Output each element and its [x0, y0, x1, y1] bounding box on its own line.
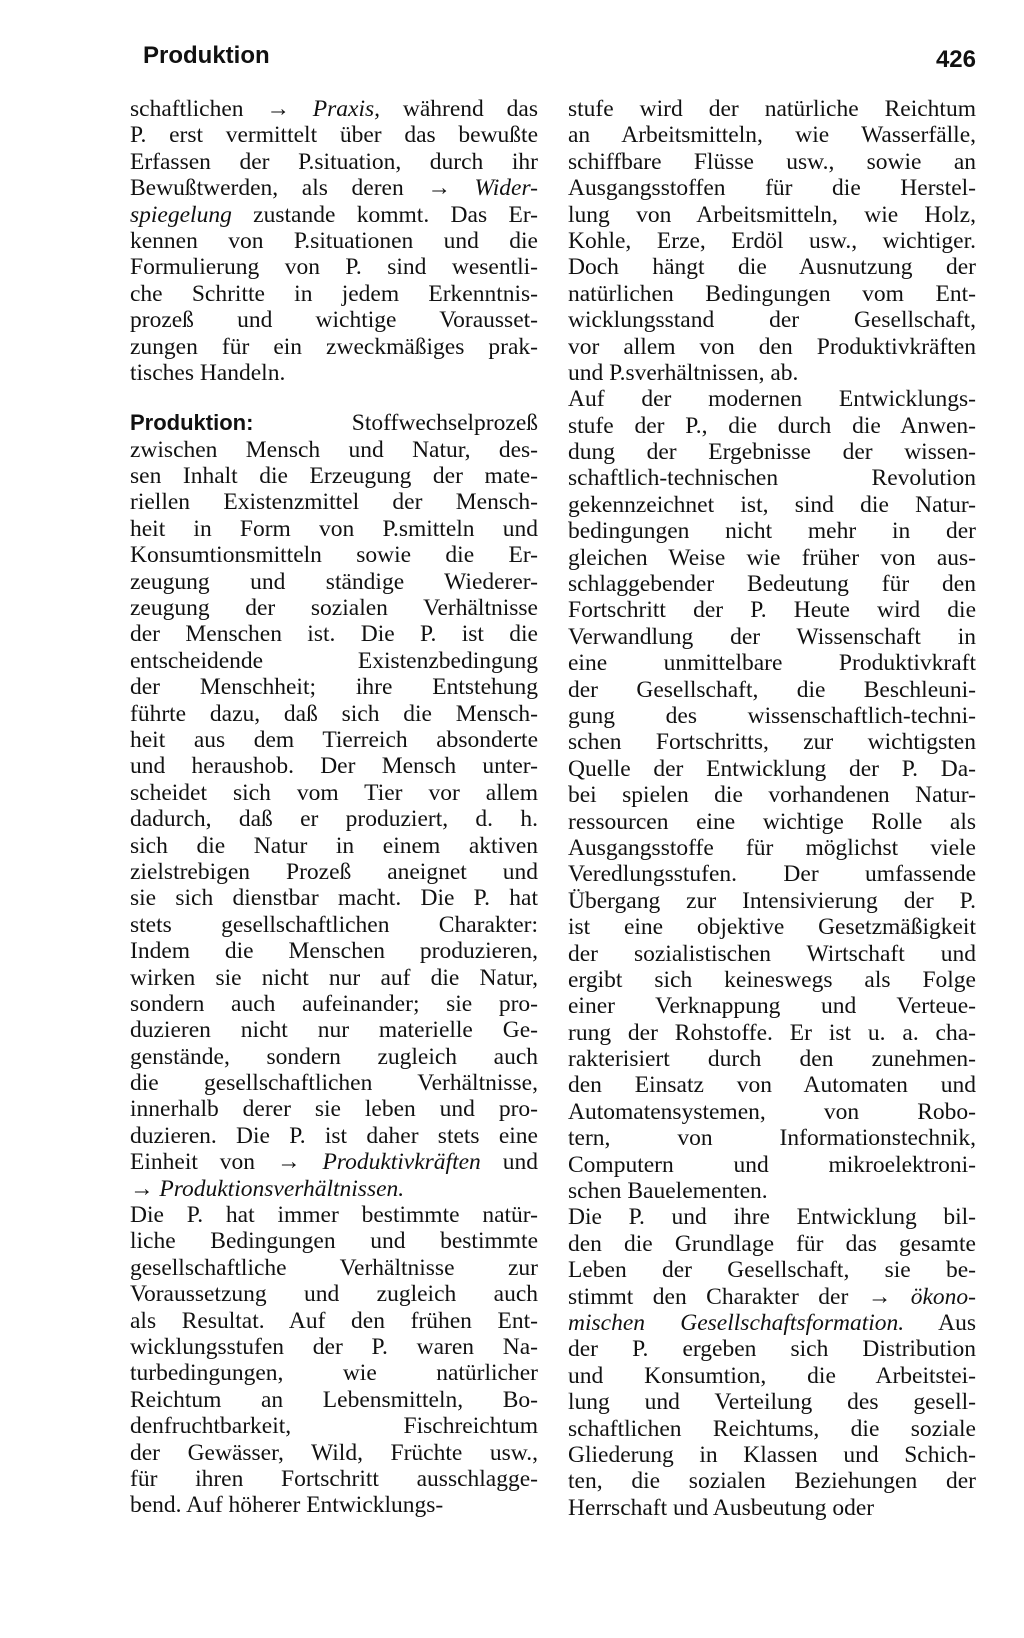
- text-line: natürlichen Bedingungen vom Ent-: [568, 280, 976, 307]
- text-line: duzieren. Die P. ist daher stets eine: [130, 1122, 538, 1149]
- text-line: P. erst vermittelt über das bewußte: [130, 122, 538, 149]
- text-line: tern, von Informationstechnik,: [568, 1125, 976, 1152]
- text-line: entscheidende Existenzbedingung: [130, 647, 538, 674]
- text-line: sich die Natur in einem aktiven: [130, 832, 538, 859]
- entry-first-line: [130, 410, 538, 436]
- text-line: zeugung und ständige Wiederer-: [130, 568, 538, 595]
- text-line: Einheit von → Produktivkräften und: [130, 1149, 538, 1176]
- text-line: denfruchtbarkeit, Fischreichtum: [130, 1413, 538, 1440]
- text-line: gung des wissenschaftlich-techni-: [568, 702, 976, 729]
- text-line: Quelle der Entwicklung der P. Da-: [568, 755, 976, 782]
- text-line: die gesellschaftlichen Verhältnisse,: [130, 1070, 538, 1097]
- text-line: der Menschen ist. Die P. ist die: [130, 621, 538, 648]
- text-line: tisches Handeln.: [130, 359, 286, 386]
- text-line: Doch hängt die Ausnutzung der: [568, 254, 976, 281]
- text-line: schen Bauelementen.: [568, 1178, 768, 1205]
- cross-reference: Wider-: [474, 175, 538, 202]
- text-line: den die Grundlage für das gesamte: [568, 1230, 976, 1257]
- text-line: den Einsatz von Automaten und: [568, 1072, 976, 1099]
- text-line: schen Fortschritts, zur wichtigsten: [568, 729, 976, 756]
- text-line: wicklungsstand der Gesellschaft,: [568, 307, 976, 334]
- text-line: sondern auch aufeinander; sie pro-: [130, 990, 538, 1017]
- text-line: Gliederung in Klassen und Schich-: [568, 1441, 976, 1468]
- text-line: Konsumtionsmitteln sowie die Er-: [130, 542, 538, 569]
- text-line: der Gewässer, Wild, Früchte usw.,: [130, 1439, 538, 1466]
- previous-entry-continuation: [130, 96, 538, 386]
- text-line: rakterisiert durch den zunehmen-: [568, 1046, 976, 1073]
- text-line: ressourcen eine wichtige Rolle als: [568, 808, 976, 835]
- text-line: Auf der modernen Entwicklungs-: [568, 386, 976, 413]
- text-line: Ausgangsstoffen für die Herstel-: [568, 175, 976, 202]
- text-line: der sozialistischen Wirtschaft und: [568, 940, 976, 967]
- text-line: lung von Arbeitsmitteln, wie Holz,: [568, 201, 976, 228]
- text-line: Bewußtwerden, als deren → Wider-: [130, 175, 538, 202]
- text-line: kennen von P.situationen und die: [130, 227, 538, 254]
- text-line: schaftlich-technischen Revolution: [568, 465, 976, 492]
- text-line: liche Bedingungen und bestimmte: [130, 1228, 538, 1255]
- text-line: Herrschaft und Ausbeutung oder: [568, 1494, 875, 1521]
- text-line: einer Verknappung und Verteue-: [568, 993, 976, 1020]
- text-line: Übergang zur Intensivierung der P.: [568, 887, 976, 914]
- text-line: führte dazu, daß sich die Mensch-: [130, 700, 538, 727]
- text-line: Verwandlung der Wissenschaft in: [568, 623, 976, 650]
- text-line: stufe der P., die durch die Anwen-: [568, 412, 976, 439]
- text-line: ergibt sich keineswegs als Folge: [568, 966, 976, 993]
- text-line: zeugung der sozialen Verhältnisse: [130, 595, 538, 622]
- text-line: Ausgangsstoffe für möglichst viele: [568, 834, 976, 861]
- text-line: genstände, sondern zugleich auch: [130, 1043, 538, 1070]
- text-line: Automatensystemen, von Robo-: [568, 1098, 976, 1125]
- cross-reference: mischen Gesellschaftsformation.: [568, 1309, 905, 1336]
- text-line: Voraussetzung und zugleich auch: [130, 1281, 538, 1308]
- text-line: Erfassen der P.situation, durch ihr: [130, 148, 538, 175]
- text-line: bei spielen die vorhandenen Natur-: [568, 782, 976, 809]
- text-line: eine unmittelbare Produktivkraft: [568, 650, 976, 677]
- cross-reference: Produktivkräften: [322, 1149, 481, 1176]
- entry-gap: [130, 386, 538, 410]
- text-line: ist eine objektive Gesetzmäßigkeit: [568, 914, 976, 941]
- text-line: schaftlichen → Praxis, während das: [130, 96, 538, 122]
- text-line: prozeß und wichtige Vorausset-: [130, 307, 538, 334]
- text-line: ten, die sozialen Beziehungen der: [568, 1468, 976, 1495]
- text-line: schaftlichen Reichtums, die soziale: [568, 1415, 976, 1442]
- text-line: Formulierung von P. sind wesentli-: [130, 254, 538, 281]
- text-line: zungen für ein zweckmäßiges prak-: [130, 333, 538, 360]
- text-line: zwischen Mensch und Natur, des-: [130, 436, 538, 463]
- text-line: che Schritte in jedem Erkenntnis-: [130, 280, 538, 307]
- text-line: für ihren Fortschritt ausschlagge-: [130, 1465, 538, 1492]
- text-line: sie sich dienstbar macht. Die P. hat: [130, 885, 538, 912]
- text-line: duzieren nicht nur materielle Ge-: [130, 1017, 538, 1044]
- text-line: zielstrebigen Prozeß aneignet und: [130, 858, 538, 885]
- text-line: Die P. hat immer bestimmte natür-: [130, 1202, 538, 1229]
- right-column: [568, 96, 976, 1521]
- text-line: und Konsumtion, die Arbeitstei-: [568, 1362, 976, 1389]
- text-line: Leben der Gesellschaft, sie be-: [568, 1257, 976, 1284]
- entry-produktion-continuation: [568, 96, 976, 1521]
- text-line: stufe wird der natürliche Reichtum: [568, 96, 976, 122]
- cross-reference: spiegelung: [130, 201, 232, 228]
- text-line: gesellschaftliche Verhältnisse zur: [130, 1254, 538, 1281]
- entry-headword: Produktion:: [130, 410, 254, 436]
- text-line: wirken sie nicht nur auf die Natur,: [130, 964, 538, 991]
- entry-produktion-body: [130, 437, 538, 1519]
- running-title: Produktion: [143, 42, 270, 69]
- text-line: gleichen Weise wie früher von aus-: [568, 544, 976, 571]
- text-line: bend. Auf höherer Entwicklungs-: [130, 1492, 444, 1519]
- entry-first-line-text: Stoffwechselprozeß: [351, 410, 538, 437]
- text-line: Die P. und ihre Entwicklung bil-: [568, 1204, 976, 1231]
- text-line: → Produktionsverhältnissen.: [130, 1175, 405, 1202]
- text-line: der Gesellschaft, die Beschleuni-: [568, 676, 976, 703]
- text-line: scheidet sich vom Tier vor allem: [130, 779, 538, 806]
- text-line: schiffbare Flüsse usw., sowie an: [568, 148, 976, 175]
- text-line: sen Inhalt die Erzeugung der mate-: [130, 463, 538, 490]
- text-line: stimmt den Charakter der → ökono-: [568, 1283, 976, 1310]
- text-line: heit in Form von P.smitteln und: [130, 515, 538, 542]
- text-line: wicklungsstufen der P. waren Na-: [130, 1333, 538, 1360]
- text-line: schlaggebender Bedeutung für den: [568, 571, 976, 598]
- text-line: heit aus dem Tierreich absonderte: [130, 726, 538, 753]
- text-line: Kohle, Erze, Erdöl usw., wichtiger.: [568, 227, 976, 254]
- text-line: spiegelung zustande kommt. Das Er-: [130, 201, 538, 228]
- text-line: Reichtum an Lebensmitteln, Bo-: [130, 1386, 538, 1413]
- text-line: und heraushob. Der Mensch unter-: [130, 753, 538, 780]
- left-column: [130, 96, 538, 1519]
- cross-reference: Produktionsverhältnissen.: [159, 1175, 405, 1202]
- text-line: der P. ergeben sich Distribution: [568, 1336, 976, 1363]
- text-line: Indem die Menschen produzieren,: [130, 938, 538, 965]
- cross-reference: ökono-: [910, 1283, 976, 1310]
- page-number: 426: [935, 46, 976, 73]
- text-line: und P.sverhältnissen, ab.: [568, 359, 799, 386]
- text-line: bedingungen nicht mehr in der: [568, 518, 976, 545]
- running-head: [143, 42, 976, 76]
- text-line: an Arbeitsmitteln, wie Wasserfälle,: [568, 122, 976, 149]
- cross-reference: Praxis,: [312, 96, 381, 122]
- text-line: dung der Ergebnisse der wissen-: [568, 439, 976, 466]
- text-line: der Menschheit; ihre Entstehung: [130, 674, 538, 701]
- text-line: lung und Verteilung des gesell-: [568, 1389, 976, 1416]
- text-line: innerhalb derer sie leben und pro-: [130, 1096, 538, 1123]
- text-line: rung der Rohstoffe. Er ist u. a. cha-: [568, 1019, 976, 1046]
- text-line: riellen Existenzmittel der Mensch-: [130, 489, 538, 516]
- text-line: mischen Gesellschaftsformation. Aus: [568, 1309, 976, 1336]
- text-line: dadurch, daß er produziert, d. h.: [130, 806, 538, 833]
- text-line: Veredlungsstufen. Der umfassende: [568, 861, 976, 888]
- text-line: vor allem von den Produktivkräften: [568, 333, 976, 360]
- text-line: als Resultat. Auf den frühen Ent-: [130, 1307, 538, 1334]
- text-line: turbedingungen, wie natürlicher: [130, 1360, 538, 1387]
- text-line: gekennzeichnet ist, sind die Natur-: [568, 491, 976, 518]
- text-line: stets gesellschaftlichen Charakter:: [130, 911, 538, 938]
- text-line: Computern und mikroelektroni-: [568, 1151, 976, 1178]
- text-line: Fortschritt der P. Heute wird die: [568, 597, 976, 624]
